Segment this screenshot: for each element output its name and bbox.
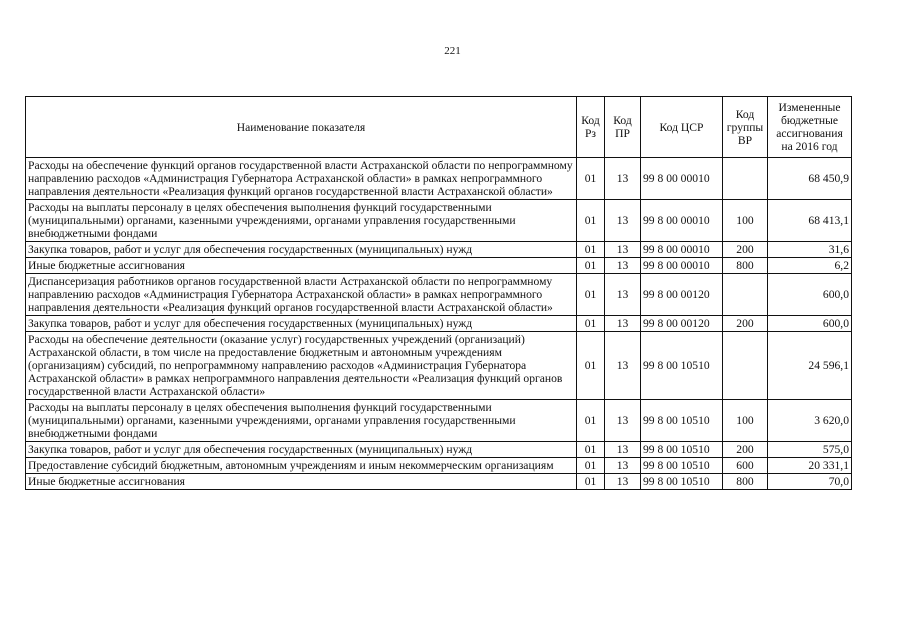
cell-pr: 13 xyxy=(605,158,641,200)
cell-pr: 13 xyxy=(605,400,641,442)
cell-csr: 99 8 00 10510 xyxy=(641,442,723,458)
cell-rz: 01 xyxy=(577,458,605,474)
cell-name: Расходы на обеспечение деятельности (оказание услуг) государственных учреждений (организаций) Астраханской области, в том числе на предоставление бюджетным и автономным учреждениям (организациям) субсидий, по непрограммному направлению расходов «Администрация Губернатора Астраханской области» в рамках непрограммного направления деятельности «Реализация функций органов государственной власти Астраханской области» xyxy=(26,332,577,400)
cell-csr: 99 8 00 00010 xyxy=(641,158,723,200)
cell-sum: 68 450,9 xyxy=(768,158,852,200)
cell-sum: 70,0 xyxy=(768,474,852,490)
cell-vr: 600 xyxy=(723,458,768,474)
cell-name: Иные бюджетные ассигнования xyxy=(26,474,577,490)
cell-sum: 20 331,1 xyxy=(768,458,852,474)
cell-rz: 01 xyxy=(577,274,605,316)
cell-sum: 24 596,1 xyxy=(768,332,852,400)
table-row xyxy=(26,316,852,332)
cell-vr: 200 xyxy=(723,316,768,332)
cell-name: Закупка товаров, работ и услуг для обеспечения государственных (муниципальных) нужд xyxy=(26,316,577,332)
header-sum: Измененные бюджетные ассигнования на 2016 год xyxy=(768,97,852,158)
budget-table xyxy=(25,96,852,490)
cell-csr: 99 8 00 00010 xyxy=(641,200,723,242)
cell-sum: 600,0 xyxy=(768,274,852,316)
cell-csr: 99 8 00 10510 xyxy=(641,474,723,490)
cell-rz: 01 xyxy=(577,474,605,490)
cell-name: Расходы на выплаты персоналу в целях обеспечения выполнения функций государственными (муниципальными) органами, казенными учреждениями, органами управления государственными внебюджетными фондами xyxy=(26,200,577,242)
page-number: 221 xyxy=(444,45,461,57)
cell-vr xyxy=(723,158,768,200)
cell-pr: 13 xyxy=(605,200,641,242)
cell-name: Расходы на выплаты персоналу в целях обеспечения выполнения функций государственными (муниципальными) органами, казенными учреждениями, органами управления государственными внебюджетными фондами xyxy=(26,400,577,442)
cell-csr: 99 8 00 00120 xyxy=(641,274,723,316)
cell-pr: 13 xyxy=(605,458,641,474)
cell-name: Закупка товаров, работ и услуг для обеспечения государственных (муниципальных) нужд xyxy=(26,442,577,458)
cell-pr: 13 xyxy=(605,474,641,490)
table-row xyxy=(26,442,852,458)
table-row xyxy=(26,242,852,258)
cell-csr: 99 8 00 00120 xyxy=(641,316,723,332)
cell-sum: 575,0 xyxy=(768,442,852,458)
cell-pr: 13 xyxy=(605,242,641,258)
header-rz: Код Рз xyxy=(577,97,605,158)
cell-rz: 01 xyxy=(577,258,605,274)
cell-sum: 31,6 xyxy=(768,242,852,258)
cell-vr xyxy=(723,332,768,400)
cell-rz: 01 xyxy=(577,400,605,442)
header-pr: Код ПР xyxy=(605,97,641,158)
cell-name: Иные бюджетные ассигнования xyxy=(26,258,577,274)
cell-vr: 200 xyxy=(723,442,768,458)
cell-name: Расходы на обеспечение функций органов государственной власти Астраханской области по непрограммному направлению расходов «Администрация Губернатора Астраханской области» в рамках непрограммного направления деятельности «Реализация функций органов государственной власти Астраханской области» xyxy=(26,158,577,200)
cell-rz: 01 xyxy=(577,442,605,458)
cell-sum: 6,2 xyxy=(768,258,852,274)
table-row xyxy=(26,158,852,200)
cell-rz: 01 xyxy=(577,332,605,400)
cell-csr: 99 8 00 00010 xyxy=(641,242,723,258)
cell-csr: 99 8 00 00010 xyxy=(641,258,723,274)
cell-pr: 13 xyxy=(605,316,641,332)
cell-name: Диспансеризация работников органов государственной власти Астраханской области по непрограммному направлению расходов «Администрация Губернатора Астраханской области» в рамках непрограммного направления деятельности «Реализация функций органов государственной власти Астраханской области» xyxy=(26,274,577,316)
cell-vr: 100 xyxy=(723,400,768,442)
cell-rz: 01 xyxy=(577,158,605,200)
cell-vr: 800 xyxy=(723,258,768,274)
header-vr: Код группы ВР xyxy=(723,97,768,158)
header-name: Наименование показателя xyxy=(26,97,577,158)
table-row xyxy=(26,274,852,316)
cell-name: Предоставление субсидий бюджетным, автономным учреждениям и иным некоммерческим организациям xyxy=(26,458,577,474)
cell-rz: 01 xyxy=(577,200,605,242)
cell-sum: 600,0 xyxy=(768,316,852,332)
cell-pr: 13 xyxy=(605,442,641,458)
table-row xyxy=(26,474,852,490)
table-row xyxy=(26,458,852,474)
cell-name: Закупка товаров, работ и услуг для обеспечения государственных (муниципальных) нужд xyxy=(26,242,577,258)
cell-vr: 100 xyxy=(723,200,768,242)
cell-csr: 99 8 00 10510 xyxy=(641,332,723,400)
cell-csr: 99 8 00 10510 xyxy=(641,458,723,474)
cell-csr: 99 8 00 10510 xyxy=(641,400,723,442)
cell-vr: 800 xyxy=(723,474,768,490)
cell-rz: 01 xyxy=(577,242,605,258)
table-row xyxy=(26,258,852,274)
cell-sum: 68 413,1 xyxy=(768,200,852,242)
table-row xyxy=(26,400,852,442)
cell-vr: 200 xyxy=(723,242,768,258)
cell-pr: 13 xyxy=(605,274,641,316)
table-row xyxy=(26,332,852,400)
cell-rz: 01 xyxy=(577,316,605,332)
cell-pr: 13 xyxy=(605,332,641,400)
cell-vr xyxy=(723,274,768,316)
table-header-row xyxy=(26,97,852,158)
header-csr: Код ЦСР xyxy=(641,97,723,158)
table-row xyxy=(26,200,852,242)
cell-sum: 3 620,0 xyxy=(768,400,852,442)
cell-pr: 13 xyxy=(605,258,641,274)
